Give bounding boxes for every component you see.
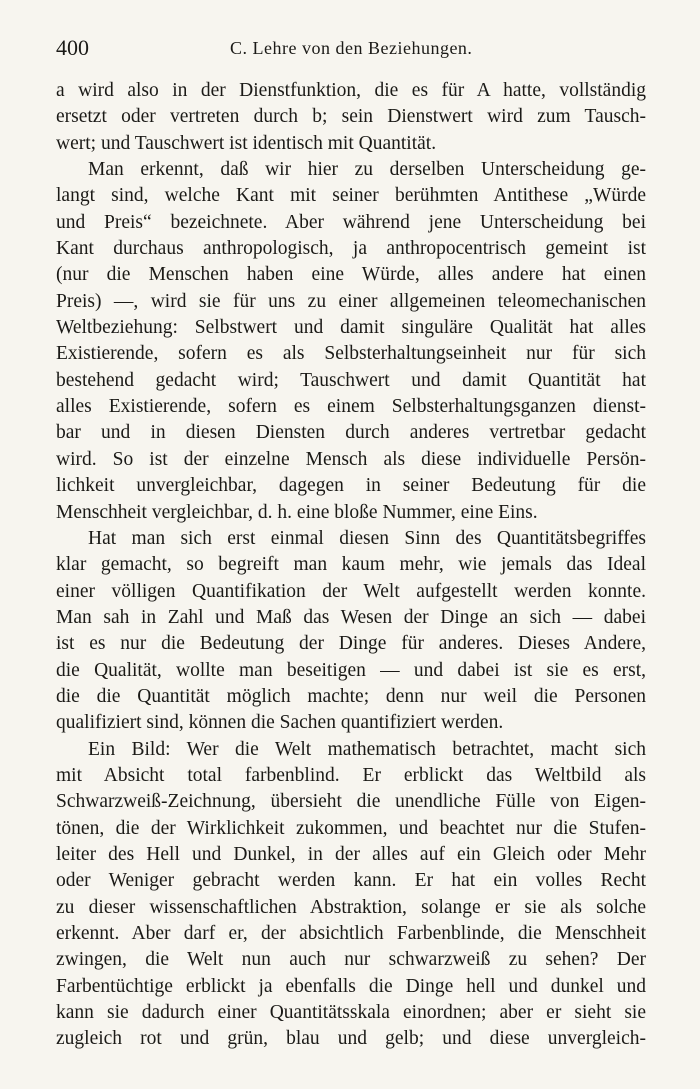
text-line: Farbentüchtige erblickt ja ebenfalls die Dinge hell und dunkel und <box>56 975 646 997</box>
text-line: Hat man sich erst einmal diesen Sinn des Quantitätsbegriffes <box>88 527 646 549</box>
text-line: alles Existierende, sofern es einem Selbsterhaltungsganzen dienst- <box>56 396 646 418</box>
page-number: 400 <box>56 35 89 60</box>
text-line: Preis) —, wird sie für uns zu einer allgemeinen teleomechanischen <box>56 290 646 312</box>
text-line: Man sah in Zahl und Maß das Wesen der Dinge an sich — dabei <box>56 606 646 628</box>
text-line: Ein Bild: Wer die Welt mathematisch betrachtet, macht sich <box>88 738 646 760</box>
text-line: ist es nur die Bedeutung der Dinge für anderes. Dieses Andere, <box>56 633 646 655</box>
text-line: erkennt. Aber darf er, der absichtlich Farbenblinde, die Menschheit <box>56 923 646 944</box>
text-line: Existierende, sofern es als Selbsterhaltungseinheit nur für sich <box>56 343 646 365</box>
text-line: wird. So ist der einzelne Mensch als diese individuelle Persön- <box>56 448 646 470</box>
text-line: die die Quantität möglich machte; denn nur weil die Personen <box>56 685 646 707</box>
text-line: bestehend gedacht wird; Tauschwert und damit Quantität hat <box>56 369 646 391</box>
text-line: bar und in diesen Diensten durch anderes vertretbar gedacht <box>56 422 646 444</box>
text-line: qualifiziert sind, können die Sachen quantifiziert werden. <box>56 712 504 734</box>
text-line: zwingen, die Welt nun auch nur schwarzweiß zu sehen? Der <box>56 949 646 971</box>
text-line: klar gemacht, so begreift man kaum mehr, wie jemals das Ideal <box>56 554 646 576</box>
text-line: Man erkennt, daß wir hier zu derselben Unterscheidung ge- <box>88 159 646 181</box>
text-line: tönen, die der Wirklichkeit zukommen, und beachtet nur die Stufen- <box>56 817 646 839</box>
text-line: kann sie dadurch einer Quantitätsskala einordnen; aber er sieht sie <box>56 1002 646 1024</box>
text-line: Weltbeziehung: Selbstwert und damit singuläre Qualität hat alles <box>56 317 646 339</box>
text-line: langt sind, welche Kant mit seiner berühmten Antithese „Würde <box>56 185 646 207</box>
text-line: Kant durchaus anthropologisch, ja anthropocentrisch gemeint ist <box>56 238 646 260</box>
running-head: C. Lehre von den Beziehungen. <box>230 38 473 58</box>
text-line: wert; und Tauschwert ist identisch mit Quantität. <box>56 132 437 154</box>
text-line: leiter des Hell und Dunkel, in der alles auf ein Gleich oder Mehr <box>56 843 646 865</box>
page-header <box>56 34 646 64</box>
text-line: a wird also in der Dienstfunktion, die es für A hatte, vollständig <box>56 80 646 101</box>
text-line: mit Absicht total farbenblind. Er erblickt das Weltbild als <box>56 764 646 786</box>
text-line: oder Weniger gebracht werden kann. Er hat ein volles Recht <box>56 870 646 892</box>
text-line: lichkeit unvergleichbar, dagegen in seiner Bedeutung für die <box>56 475 646 497</box>
text-line: Schwarzweiß-Zeichnung, übersieht die unendliche Fülle von Eigen- <box>56 791 646 813</box>
text-line: die Qualität, wollte man beseitigen — und dabei ist sie es erst, <box>56 659 646 681</box>
body-text <box>56 78 646 1053</box>
text-line: zugleich rot und grün, blau und gelb; und diese unvergleich- <box>56 1028 646 1050</box>
text-line: einer völligen Quantifikation der Welt aufgestellt werden konnte. <box>56 580 646 602</box>
text-line: ersetzt oder vertreten durch b; sein Dienstwert wird zum Tausch- <box>56 106 646 128</box>
text-line: Menschheit vergleichbar, d. h. eine bloße Nummer, eine Eins. <box>56 501 538 523</box>
text-line: zu dieser wissenschaftlichen Abstraktion, solange er sie als solche <box>56 896 646 918</box>
text-line: und Preis“ bezeichnete. Aber während jene Unterscheidung bei <box>56 211 646 233</box>
text-line: (nur die Menschen haben eine Würde, alles andere hat einen <box>56 264 646 286</box>
